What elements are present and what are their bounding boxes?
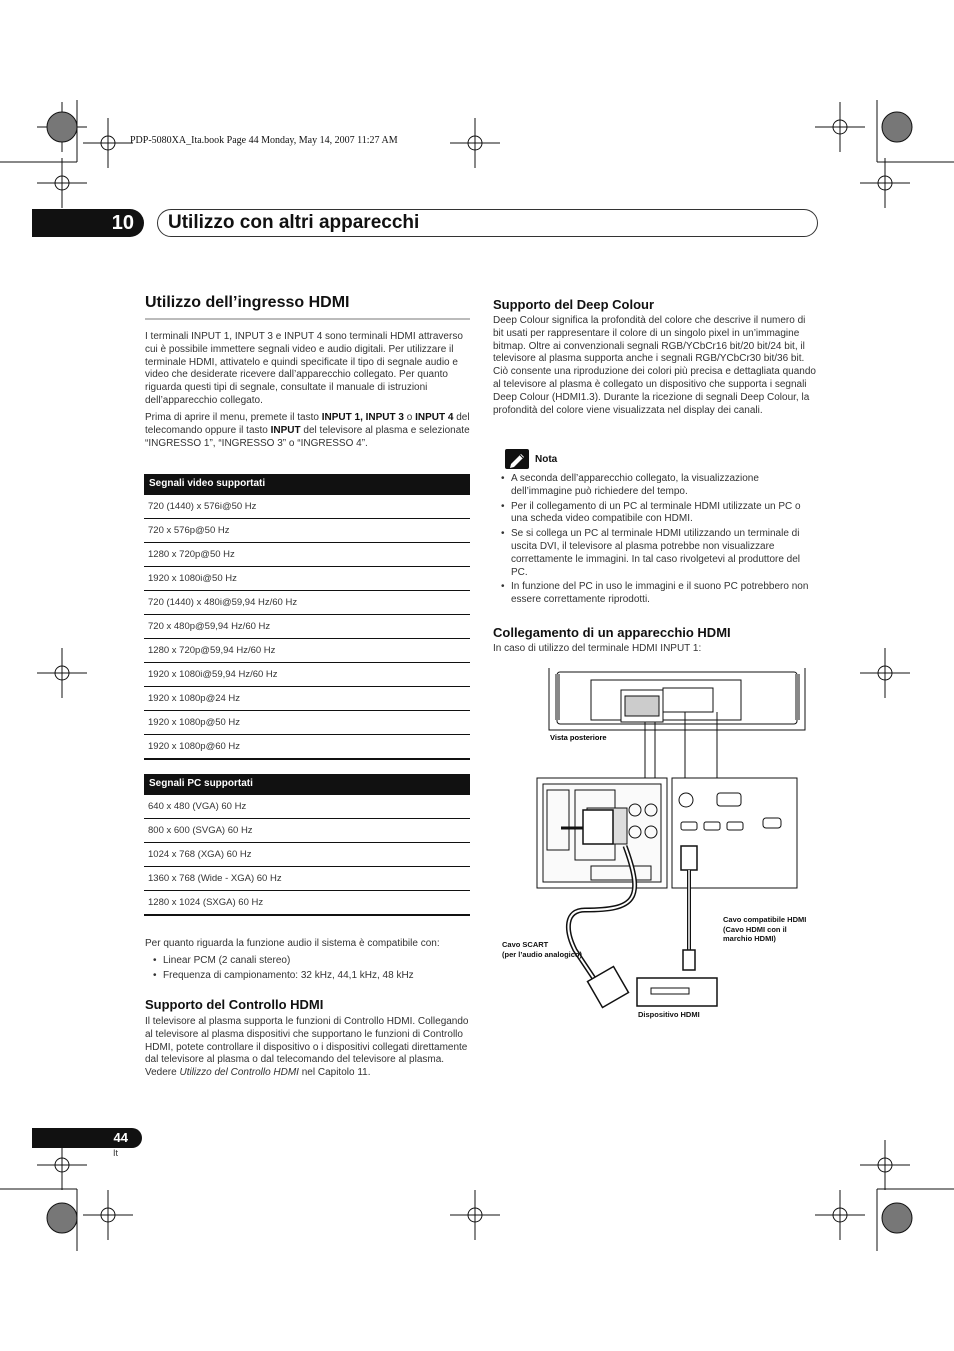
- table-row: 720 x 480p@59,94 Hz/60 Hz: [144, 615, 470, 639]
- rear-view-label: Vista posteriore: [550, 733, 607, 742]
- table-header: Segnali PC supportati: [144, 774, 470, 795]
- connection-title: Collegamento di un apparecchio HDMI: [493, 625, 731, 640]
- page-number: 44: [32, 1128, 142, 1148]
- control-title: Supporto del Controllo HDMI: [145, 997, 324, 1012]
- connection-text: In caso di utilizzo del terminale HDMI INPUT 1:: [493, 643, 702, 654]
- table-row: 1920 x 1080i@59,94 Hz/60 Hz: [144, 663, 470, 687]
- table-row: 1920 x 1080p@24 Hz: [144, 687, 470, 711]
- table-row: 720 x 576p@50 Hz: [144, 519, 470, 543]
- list-item: • Per il collegamento di un PC al terminale HDMI utilizzate un PC o una scheda video compatibile con HDMI.: [493, 501, 818, 527]
- language-code: It: [113, 1148, 119, 1158]
- deep-colour-paragraph: Deep Colour significa la profondità del colore che descrive il numero di bit usati per rappresentare il colore di un singolo pixel in un’immagine bitmap. Oltre ai convenzionali segnali RGB/YCbCr16 bit/20 bit/24 bit, il televisore al plasma supporta anche i segnali RGB/YCbCr30 bit/36 bit. Ciò consente una riproduzione dei colori più precisa e dettagliata quando al televisore al plasma è collegato un dispositivo che supporta i segnali Deep Colour (HDMI1.3). Durante la ricezione di segnali Deep Colour, la profondità del colore viene visualizzata nel display dei canali.: [493, 315, 816, 416]
- intro-paragraph: I terminali INPUT 1, INPUT 3 e INPUT 4 sono terminali HDMI attraverso cui è possibile immettere segnali video e audio digitali. Per utilizzare il terminale HDMI, attivatelo e quindi specificate il tipo di segnale audio e video che desiderate ricevere dall’apparecchio collegato. Per quanto riguarda questi tipi di segnale, consultate il manuale di istruzioni dell’apparecchio collegato.: [145, 331, 463, 406]
- hdmi-cable-label: Cavo compatibile HDMI (Cavo HDMI con il marchio HDMI): [723, 915, 807, 943]
- table-row: 1280 x 720p@50 Hz: [144, 543, 470, 567]
- table-row: 720 (1440) x 576i@50 Hz: [144, 495, 470, 519]
- connection-diagram: [495, 660, 815, 1030]
- list-item: • In funzione del PC in uso le immagini e il suono PC potrebbero non essere correttamente riprodotti.: [493, 581, 818, 607]
- control-paragraph: Il televisore al plasma supporta le funzioni di Controllo HDMI. Collegando al televisore al plasma dispositivi che supportano le funzioni di Controllo HDMI, potete controllare il dispositivo o i dispositivi collegati direttamente dal televisore al plasma o dal telecomando del televisore al plasma. Vedere Utilizzo del Controllo HDMI nel Capitolo 11.: [145, 1016, 469, 1079]
- video-signals-table: [144, 474, 470, 760]
- list-item: • A seconda dell’apparecchio collegato, la visualizzazione dell’immagine può richiedere del tempo.: [493, 473, 818, 499]
- hdmi-device-label: Dispositivo HDMI: [638, 1010, 700, 1019]
- table-row: 1024 x 768 (XGA) 60 Hz: [144, 843, 470, 867]
- table-row: 1920 x 1080p@60 Hz: [144, 735, 470, 760]
- note-label: Nota: [535, 454, 558, 465]
- chapter-title: Utilizzo con altri apparecchi: [168, 212, 420, 233]
- title-rule: [145, 318, 470, 320]
- chapter-number: 10: [32, 209, 144, 237]
- list-item: • Frequenza di campionamento: 32 kHz, 44,1 kHz, 48 kHz: [145, 970, 471, 983]
- table-row: 640 x 480 (VGA) 60 Hz: [144, 795, 470, 819]
- deep-colour-title: Supporto del Deep Colour: [493, 297, 655, 312]
- pc-signals-table: [144, 774, 470, 916]
- section-title: Utilizzo dell’ingresso HDMI: [145, 294, 350, 311]
- note-icon: [505, 449, 529, 469]
- menu-paragraph: Prima di aprire il menu, premete il tasto INPUT 1, INPUT 3 o INPUT 4 del telecomando oppure il tasto INPUT del televisore al plasma e selezionate “INGRESSO 1”, “INGRESSO 3” o “INGRESSO 4”.: [145, 412, 470, 449]
- audio-intro: Per quanto riguarda la funzione audio il sistema è compatibile con:: [145, 938, 440, 949]
- table-row: 1920 x 1080p@50 Hz: [144, 711, 470, 735]
- list-item: • Se si collega un PC al terminale HDMI utilizzando un terminale di uscita DVI, il televisore al plasma potrebbe non visualizzare correttamente le immagini. In tal caso rivolgetevi al produttore del PC.: [493, 528, 818, 579]
- table-row: 1280 x 1024 (SXGA) 60 Hz: [144, 891, 470, 916]
- table-row: 800 x 600 (SVGA) 60 Hz: [144, 819, 470, 843]
- table-row: 720 (1440) x 480i@59,94 Hz/60 Hz: [144, 591, 470, 615]
- list-item: • Linear PCM (2 canali stereo): [145, 955, 471, 968]
- book-line: PDP-5080XA_Ita.book Page 44 Monday, May 14, 2007 11:27 AM: [130, 135, 398, 146]
- table-row: 1360 x 768 (Wide - XGA) 60 Hz: [144, 867, 470, 891]
- note-list: [493, 473, 818, 609]
- table-row: 1280 x 720p@59,94 Hz/60 Hz: [144, 639, 470, 663]
- table-header: Segnali video supportati: [144, 474, 470, 495]
- audio-list: [145, 955, 471, 985]
- table-row: 1920 x 1080i@50 Hz: [144, 567, 470, 591]
- scart-cable-label: Cavo SCART (per l’audio analogico): [502, 940, 583, 959]
